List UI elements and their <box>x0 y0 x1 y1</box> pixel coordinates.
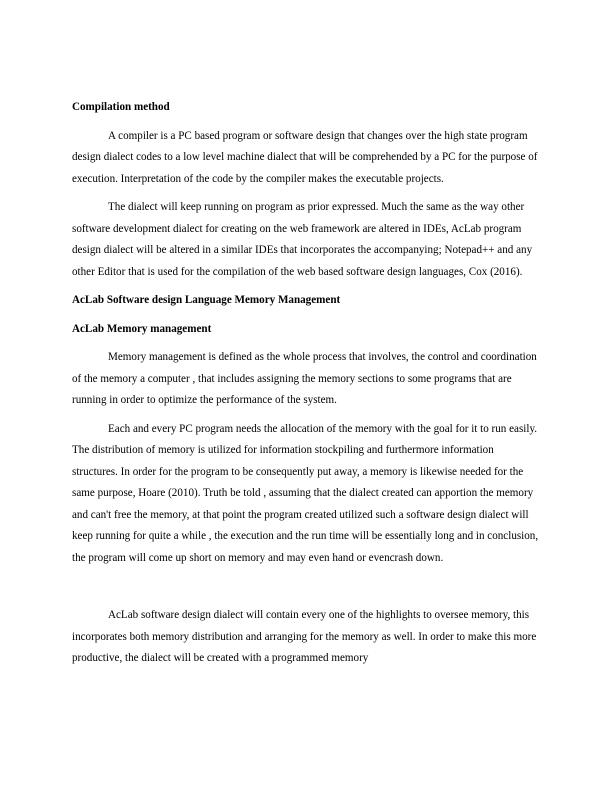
heading-language-memory-management: AcLab Software design Language Memory Management <box>72 294 341 306</box>
blank-line <box>72 569 542 605</box>
paragraph-memory-features: AcLab software design dialect will contain every one of the highlights to oversee memory, this incorporates both memory distribution and arranging for the memory as well. In order to make this more productive, the dialect will be created with a programmed memory <box>72 609 537 664</box>
paragraph-dialect-ide: The dialect will keep running on program as prior expressed. Much the same as the way other software development dialect for creating on the web framework are altered in IDEs, AcLab program design dialect will be altered in a similar IDEs that incorporates the accompanying; Notepad++ and any other Editor that is used for the compilation of the web based software design languages, Cox (2016). <box>72 201 533 278</box>
paragraph-memory-definition: Memory management is defined as the whole process that involves, the control and coordination of the memory a computer , that includes assigning the memory sections to some programs that are running in order to optimize the performance of the system. <box>72 351 537 406</box>
heading-aclab-memory-management: AcLab Memory management <box>72 322 212 335</box>
paragraph-compiler: A compiler is a PC based program or software design that changes over the high state program design dialect codes to a low level machine dialect that will be comprehended by a PC for the purpose of execution. Interpretation of the code by the compiler makes the executable projects. <box>72 129 538 185</box>
document-body <box>72 97 542 677</box>
paragraph-memory-allocation: Each and every PC program needs the allocation of the memory with the goal for it to run easily. The distribution of memory is utilized for information stockpiling and furthermore information structures. In order for the program to be consequently put away, a memory is likewise needed for the same purpose, Hoare (2010). Truth be told , assuming that the dialect created can apportion the memory and can't free the memory, at that point the program created utilized such a software design dialect will keep running for quite a while , the execution and the run time will be essentially long and in conclusion, the program will come up short on memory and may even hand or evencrash down. <box>72 422 539 564</box>
heading-compilation-method: Compilation method <box>72 101 170 113</box>
